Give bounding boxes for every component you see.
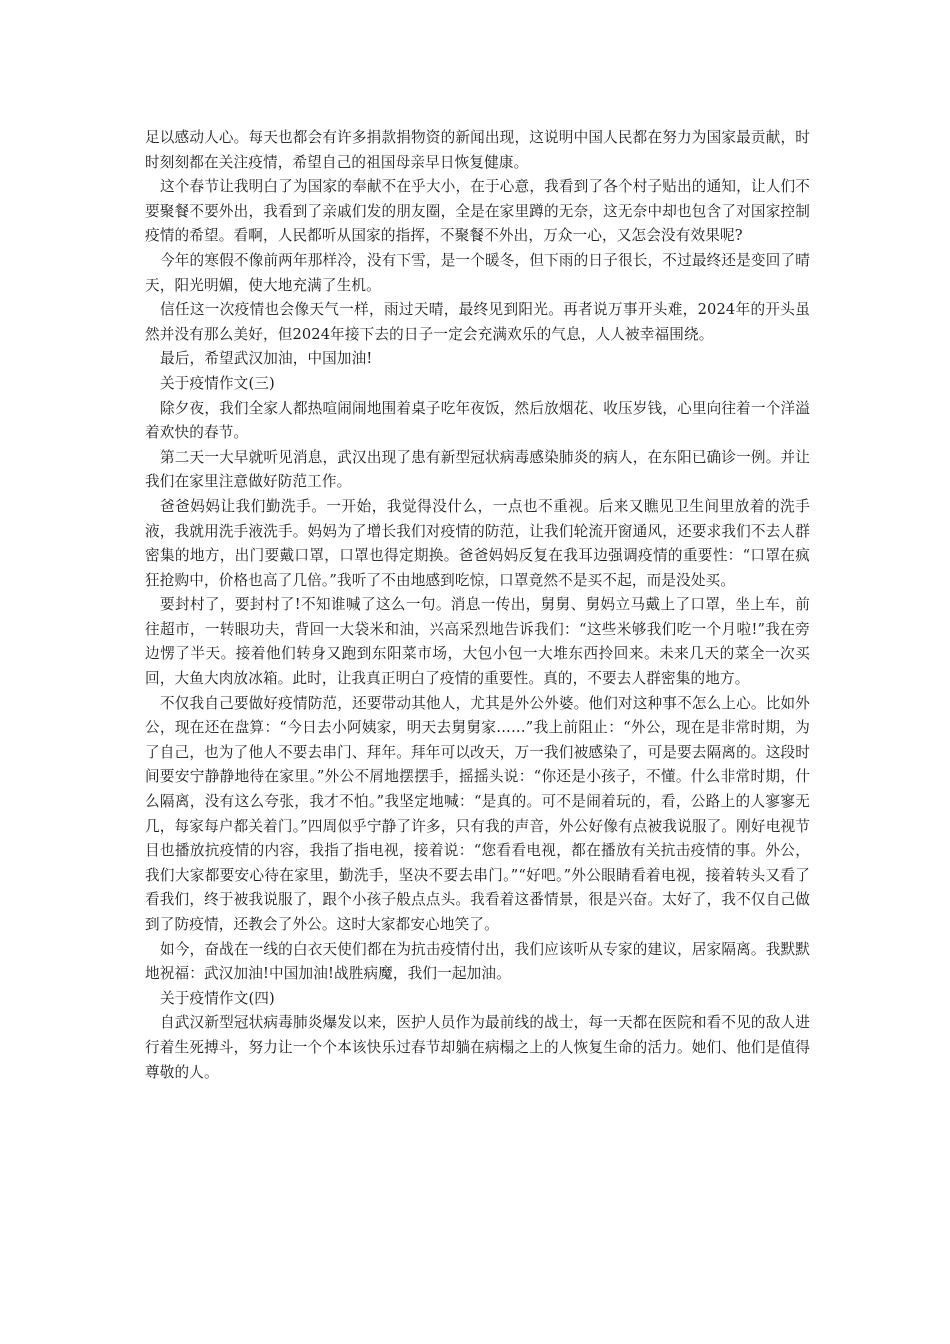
section-heading: 关于疫情作文(四) — [160, 989, 275, 1007]
paragraph: 爸爸妈妈让我们勤洗手。一开始，我觉得没什么，一点也不重视。后来又瞧见卫生间里放着的洗手液，我就用洗手液洗手。妈妈为了增长我们对疫情的防范，让我们轮流开窗通风，还要求我们不去人群密集的地方，出门要戴口罩，口罩也得定期换。爸爸妈妈反复在我耳边强调疫情的重要性：“口罩在疯狂抢购中，价格也高了几倍。”我听了不由地感到吃惊，口罩竟然不是买不起，而是没处买。 — [145, 497, 810, 589]
paragraph: 信任这一次疫情也会像天气一样，雨过天晴，最终见到阳光。再者说万事开头难，2024年的开头虽然并没有那么美好，但2024年接下去的日子一定会充满欢乐的气息，人人被幸福围绕。 — [145, 301, 810, 343]
paragraph: 不仅我自己要做好疫情防范，还要带动其他人，尤其是外公外婆。他们对这种事不怎么上心。比如外公，现在还在盘算：“今日去小阿姨家，明天去舅舅家……”我上前阻止：“外公，现在是非常时期，为了自己，也为了他人不要去串门、拜年。拜年可以改天，万一我们被感染了，可是要去隔离的。这段时间要安宁静静地待在家里。”外公不屑地摆摆手，摇摇头说：“你还是小孩子，不懂。什么非常时期，什么隔离，没有这么夸张，我才不怕。”我坚定地喊：“是真的。可不是闹着玩的，看，公路上的人寥寥无几，每家每户都关着门。”四周似乎宁静了许多，只有我的声音，外公好像有点被我说服了。刚好电视节目也播放抗疫情的内容，我指了指电视，接着说：“您看看电视，都在播放有关抗击疫情的事。外公，我们大家都要安心待在家里，勤洗手，坚决不要去串门。”“好吧。”外公眼睛看着电视，接着转头又看了看我们，终于被我说服了，跟个小孩子般点点头。我看着这番情景，很是兴奋。太好了，我不仅自己做到了防疫情，还教会了外公。这时大家都安心地笑了。 — [145, 694, 810, 933]
paragraph: 要封村了，要封村了!不知谁喊了这么一句。消息一传出，舅舅、舅妈立马戴上了口罩，坐上车，前往超市，一转眼功夫，背回一大袋米和油，兴高采烈地告诉我们：“这些米够我们吃一个月啦!”我在旁边愣了半天。接着他们转身又跑到东阳菜市场，大包小包一大堆东西拎回来。未来几天的菜全一次买回，大鱼大肉放冰箱。此时，让我真正明白了疫情的重要性。真的，不要去人群密集的地方。 — [145, 596, 810, 688]
paragraph: 如今，奋战在一线的白衣天使们都在为抗击疫情付出，我们应该听从专家的建议，居家隔离。我默默地祝福：武汉加油!中国加油!战胜病魔，我们一起加油。 — [145, 940, 810, 983]
paragraph: 第二天一大早就听见消息，武汉出现了患有新型冠状病毒感染肺炎的病人，在东阳已确诊一例。并让我们在家里注意做好防范工作。 — [145, 448, 810, 491]
paragraph: 最后，希望武汉加油，中国加油! — [160, 350, 373, 368]
paragraph: 足以感动人心。每天也都会有许多捐款捐物资的新闻出现，这说明中国人民都在努力为国家最贡献，时时刻刻都在关注疫情，希望自己的祖国母亲早日恢复健康。 — [145, 129, 810, 171]
paragraph: 自武汉新型冠状病毒肺炎爆发以来，医护人员作为最前线的战士，每一天都在医院和看不见的敌人进行着生死搏斗，努力让一个个本该快乐过春节却躺在病榻之上的人恢复生命的活力。她们、他们是值得尊敬的人。 — [145, 1014, 810, 1081]
paragraph: 这个春节让我明白了为国家的奉献不在乎大小，在于心意，我看到了各个村子贴出的通知，让人们不要聚餐不要外出，我看到了亲戚们发的朋友圈，全是在家里蹲的无奈，这无奈中却也包含了对国家控制疫情的希望。看啊，人民都听从国家的指挥，不聚餐不外出，万众一心，又怎会没有效果呢? — [145, 178, 810, 245]
section-heading: 关于疫情作文(三) — [160, 374, 275, 392]
paragraph: 今年的寒假不像前两年那样冷，没有下雪，是一个暖冬，但下雨的日子很长，不过最终还是变回了晴天，阳光明媚，使大地充满了生机。 — [145, 251, 810, 294]
paragraph: 除夕夜，我们全家人都热喧闹闹地围着桌子吃年夜饭，然后放烟花、收压岁钱，心里向往着一个洋溢着欢快的春节。 — [145, 399, 810, 442]
essay-body — [145, 126, 810, 1085]
